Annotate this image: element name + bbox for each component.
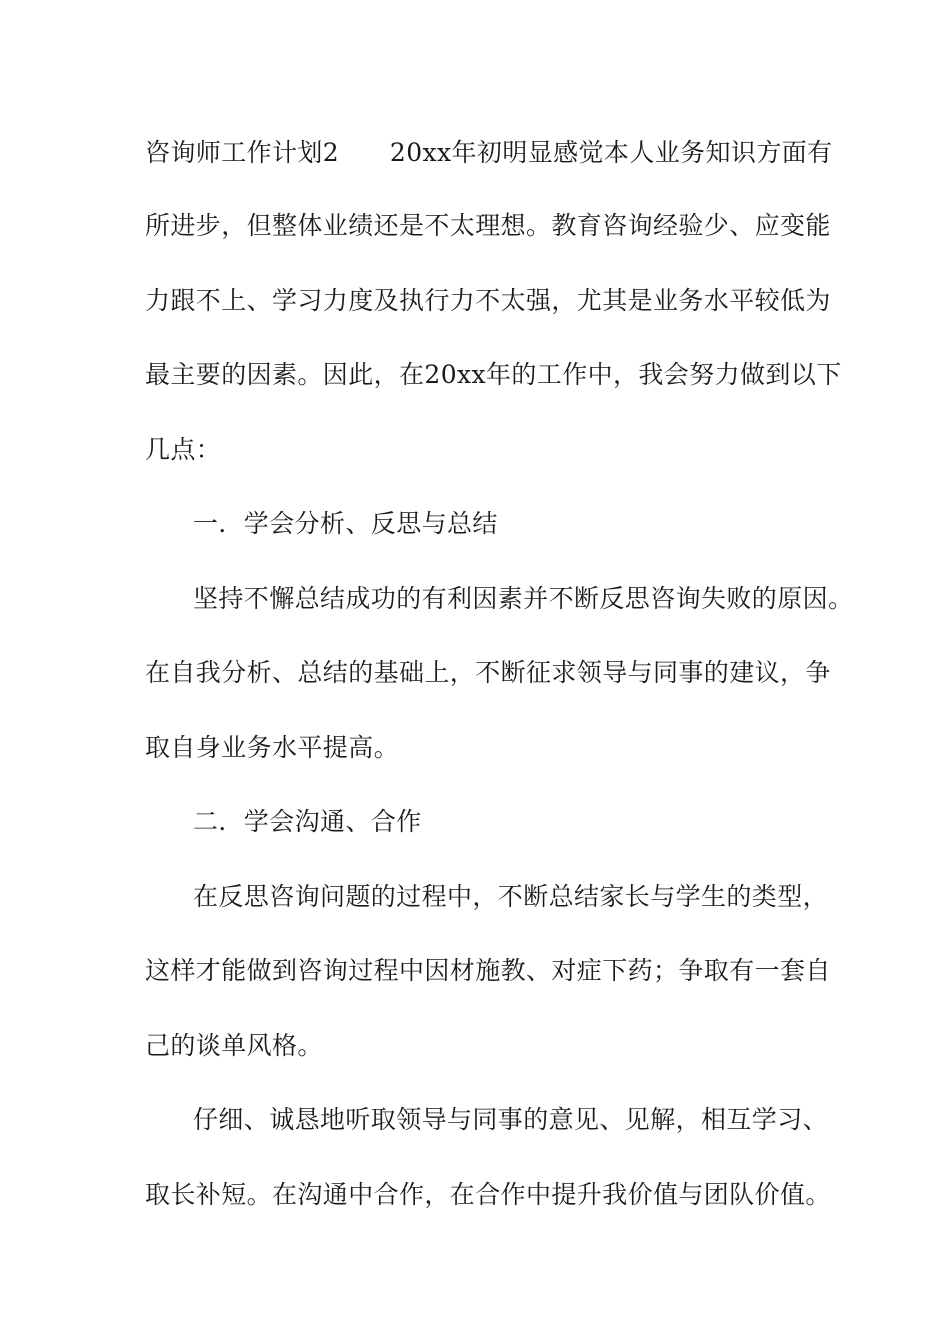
paragraph-line: 在反思咨询问题的过程中，不断总结家长与学生的类型， bbox=[193, 882, 829, 911]
paragraph-line: 仔细、诚恳地听取领导与同事的意见、见解，相互学习、 bbox=[193, 1105, 829, 1134]
paragraph-line: 所进步，但整体业绩还是不太理想。教育咨询经验少、应变能 bbox=[145, 211, 831, 240]
paragraph-line: 力跟不上、学习力度及执行力不太强，尤其是业务水平较低为 bbox=[145, 286, 831, 315]
paragraph-line: 这样才能做到咨询过程中因材施教、对症下药；争取有一套自 bbox=[145, 956, 831, 985]
paragraph-line: 坚持不懈总结成功的有利因素并不断反思咨询失败的原因。 bbox=[193, 584, 854, 613]
paragraph-line: 在自我分析、总结的基础上，不断征求领导与同事的建议，争 bbox=[145, 658, 831, 687]
paragraph-line: 最主要的因素。因此，在20xx年的工作中，我会努力做到以下 bbox=[145, 360, 842, 389]
paragraph-line: 己的谈单风格。 bbox=[145, 1031, 323, 1060]
section-heading: 一．学会分析、反思与总结 bbox=[193, 509, 498, 538]
paragraph-line: 咨询师工作计划2 20xx年初明显感觉本人业务知识方面有 bbox=[145, 138, 833, 167]
paragraph-line: 取自身业务水平提高。 bbox=[145, 733, 400, 762]
paragraph-line: 取长补短。在沟通中合作，在合作中提升我价值与团队价值。 bbox=[145, 1180, 831, 1209]
paragraph-line: 几点： bbox=[145, 435, 222, 464]
section-heading: 二．学会沟通、合作 bbox=[193, 807, 422, 836]
